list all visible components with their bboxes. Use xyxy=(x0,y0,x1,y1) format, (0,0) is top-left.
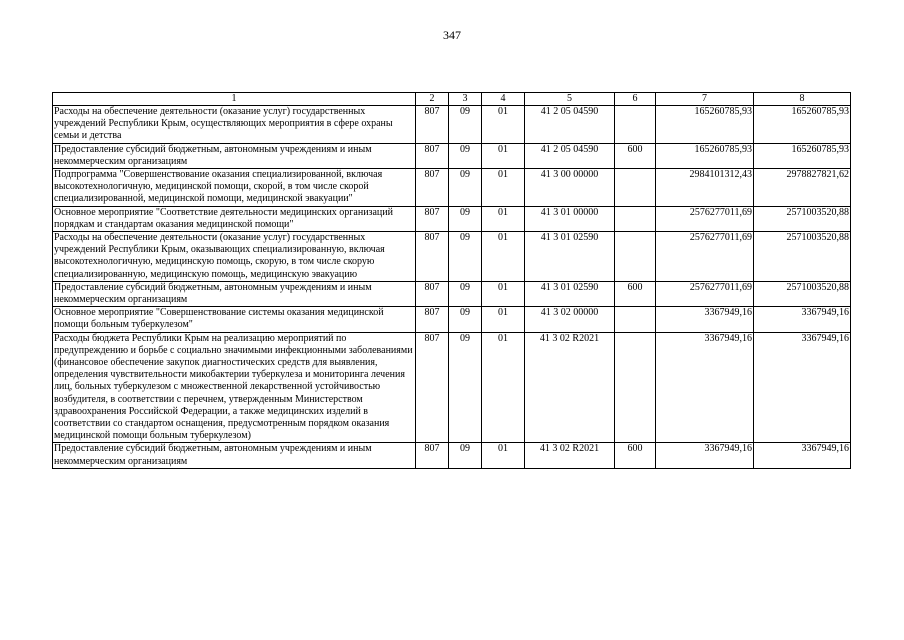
subsection-code: 01 xyxy=(482,206,525,231)
ministry-code: 807 xyxy=(416,169,449,207)
expense-type-code xyxy=(615,332,656,443)
amount-col-7: 2576277011,69 xyxy=(656,232,754,282)
expense-type-code xyxy=(615,106,656,144)
table-row xyxy=(53,206,851,231)
column-header: 3 xyxy=(449,93,482,106)
subsection-code: 01 xyxy=(482,169,525,207)
budget-table xyxy=(52,92,851,469)
amount-col-8: 165260785,93 xyxy=(754,106,851,144)
amount-col-8: 165260785,93 xyxy=(754,143,851,168)
row-description: Расходы на обеспечение деятельности (оказание услуг) государственных учреждений Республики Крым, осуществляющих мероприятия в сфере охраны семьи и детства xyxy=(53,106,416,144)
section-code: 09 xyxy=(449,169,482,207)
expense-type-code: 600 xyxy=(615,443,656,468)
amount-col-8: 3367949,16 xyxy=(754,443,851,468)
subsection-code: 01 xyxy=(482,143,525,168)
amount-col-7: 3367949,16 xyxy=(656,307,754,332)
row-description: Подпрограмма "Совершенствование оказания специализированной, включая высокотехнологичную, медицинской помощи, скорой, в том числе скорой специализированной, медицинской помощи, медицинской эвакуации" xyxy=(53,169,416,207)
ministry-code: 807 xyxy=(416,232,449,282)
ministry-code: 807 xyxy=(416,332,449,443)
section-code: 09 xyxy=(449,443,482,468)
target-article-code: 41 3 02 R2021 xyxy=(525,332,615,443)
section-code: 09 xyxy=(449,206,482,231)
column-header: 8 xyxy=(754,93,851,106)
ministry-code: 807 xyxy=(416,307,449,332)
expense-type-code: 600 xyxy=(615,281,656,306)
row-description: Основное мероприятие "Совершенствование системы оказания медицинской помощи больным туберкулезом" xyxy=(53,307,416,332)
row-description: Расходы бюджета Республики Крым на реализацию мероприятий по предупреждению и борьбе с социально значимыми инфекционными заболеваниями (финансовое обеспечение закупок диагностических средств для выявления, определения чувствительности микобактерии туберкулеза и мониторинга лечения лиц, больных туберкулезом с множественной лекарственной устойчивостью возбудителя, в соответствии с перечнем, утвержденным Министерством здравоохранения Российской Федерации, а также медицинских изделий в соответствии со стандартом оснащения, предусмотренным порядком оказания медицинской помощи больным туберкулезом) xyxy=(53,332,416,443)
column-header: 6 xyxy=(615,93,656,106)
target-article-code: 41 3 01 00000 xyxy=(525,206,615,231)
ministry-code: 807 xyxy=(416,281,449,306)
table-row xyxy=(53,106,851,144)
column-header: 7 xyxy=(656,93,754,106)
expense-type-code xyxy=(615,232,656,282)
subsection-code: 01 xyxy=(482,281,525,306)
amount-col-7: 2576277011,69 xyxy=(656,281,754,306)
expense-type-code: 600 xyxy=(615,143,656,168)
amount-col-8: 2978827821,62 xyxy=(754,169,851,207)
subsection-code: 01 xyxy=(482,443,525,468)
section-code: 09 xyxy=(449,143,482,168)
ministry-code: 807 xyxy=(416,106,449,144)
page-number: 347 xyxy=(443,28,461,42)
section-code: 09 xyxy=(449,281,482,306)
table-row xyxy=(53,169,851,207)
amount-col-7: 2984101312,43 xyxy=(656,169,754,207)
table-row xyxy=(53,443,851,468)
amount-col-8: 2571003520,88 xyxy=(754,232,851,282)
section-code: 09 xyxy=(449,106,482,144)
row-description: Предоставление субсидий бюджетным, автономным учреждениям и иным некоммерческим организациям xyxy=(53,443,416,468)
subsection-code: 01 xyxy=(482,307,525,332)
section-code: 09 xyxy=(449,232,482,282)
table-header-row xyxy=(53,93,851,106)
expense-type-code xyxy=(615,206,656,231)
amount-col-8: 3367949,16 xyxy=(754,332,851,443)
amount-col-8: 2571003520,88 xyxy=(754,206,851,231)
section-code: 09 xyxy=(449,332,482,443)
amount-col-7: 3367949,16 xyxy=(656,332,754,443)
amount-col-8: 3367949,16 xyxy=(754,307,851,332)
amount-col-8: 2571003520,88 xyxy=(754,281,851,306)
target-article-code: 41 3 01 02590 xyxy=(525,281,615,306)
subsection-code: 01 xyxy=(482,232,525,282)
target-article-code: 41 3 02 R2021 xyxy=(525,443,615,468)
row-description: Предоставление субсидий бюджетным, автономным учреждениям и иным некоммерческим организациям xyxy=(53,143,416,168)
table-row xyxy=(53,307,851,332)
amount-col-7: 165260785,93 xyxy=(656,143,754,168)
expense-type-code xyxy=(615,307,656,332)
row-description: Основное мероприятие "Соответствие деятельности медицинских организаций порядкам и стандартам оказания медицинской помощи" xyxy=(53,206,416,231)
column-header: 1 xyxy=(53,93,416,106)
column-header: 4 xyxy=(482,93,525,106)
section-code: 09 xyxy=(449,307,482,332)
target-article-code: 41 3 02 00000 xyxy=(525,307,615,332)
expense-type-code xyxy=(615,169,656,207)
target-article-code: 41 2 05 04590 xyxy=(525,106,615,144)
amount-col-7: 165260785,93 xyxy=(656,106,754,144)
table-row xyxy=(53,281,851,306)
ministry-code: 807 xyxy=(416,143,449,168)
column-header: 2 xyxy=(416,93,449,106)
subsection-code: 01 xyxy=(482,332,525,443)
row-description: Предоставление субсидий бюджетным, автономным учреждениям и иным некоммерческим организациям xyxy=(53,281,416,306)
amount-col-7: 3367949,16 xyxy=(656,443,754,468)
table-row xyxy=(53,232,851,282)
row-description: Расходы на обеспечение деятельности (оказание услуг) государственных учреждений Республики Крым, оказывающих специализированную, включая высокотехнологичную, медицинскую помощь, скорую, в том числе скорую специализированную, медицинскую помощь, медицинскую эвакуацию xyxy=(53,232,416,282)
amount-col-7: 2576277011,69 xyxy=(656,206,754,231)
ministry-code: 807 xyxy=(416,443,449,468)
table-row xyxy=(53,332,851,443)
table-row xyxy=(53,143,851,168)
column-header: 5 xyxy=(525,93,615,106)
subsection-code: 01 xyxy=(482,106,525,144)
target-article-code: 41 3 00 00000 xyxy=(525,169,615,207)
target-article-code: 41 2 05 04590 xyxy=(525,143,615,168)
target-article-code: 41 3 01 02590 xyxy=(525,232,615,282)
ministry-code: 807 xyxy=(416,206,449,231)
